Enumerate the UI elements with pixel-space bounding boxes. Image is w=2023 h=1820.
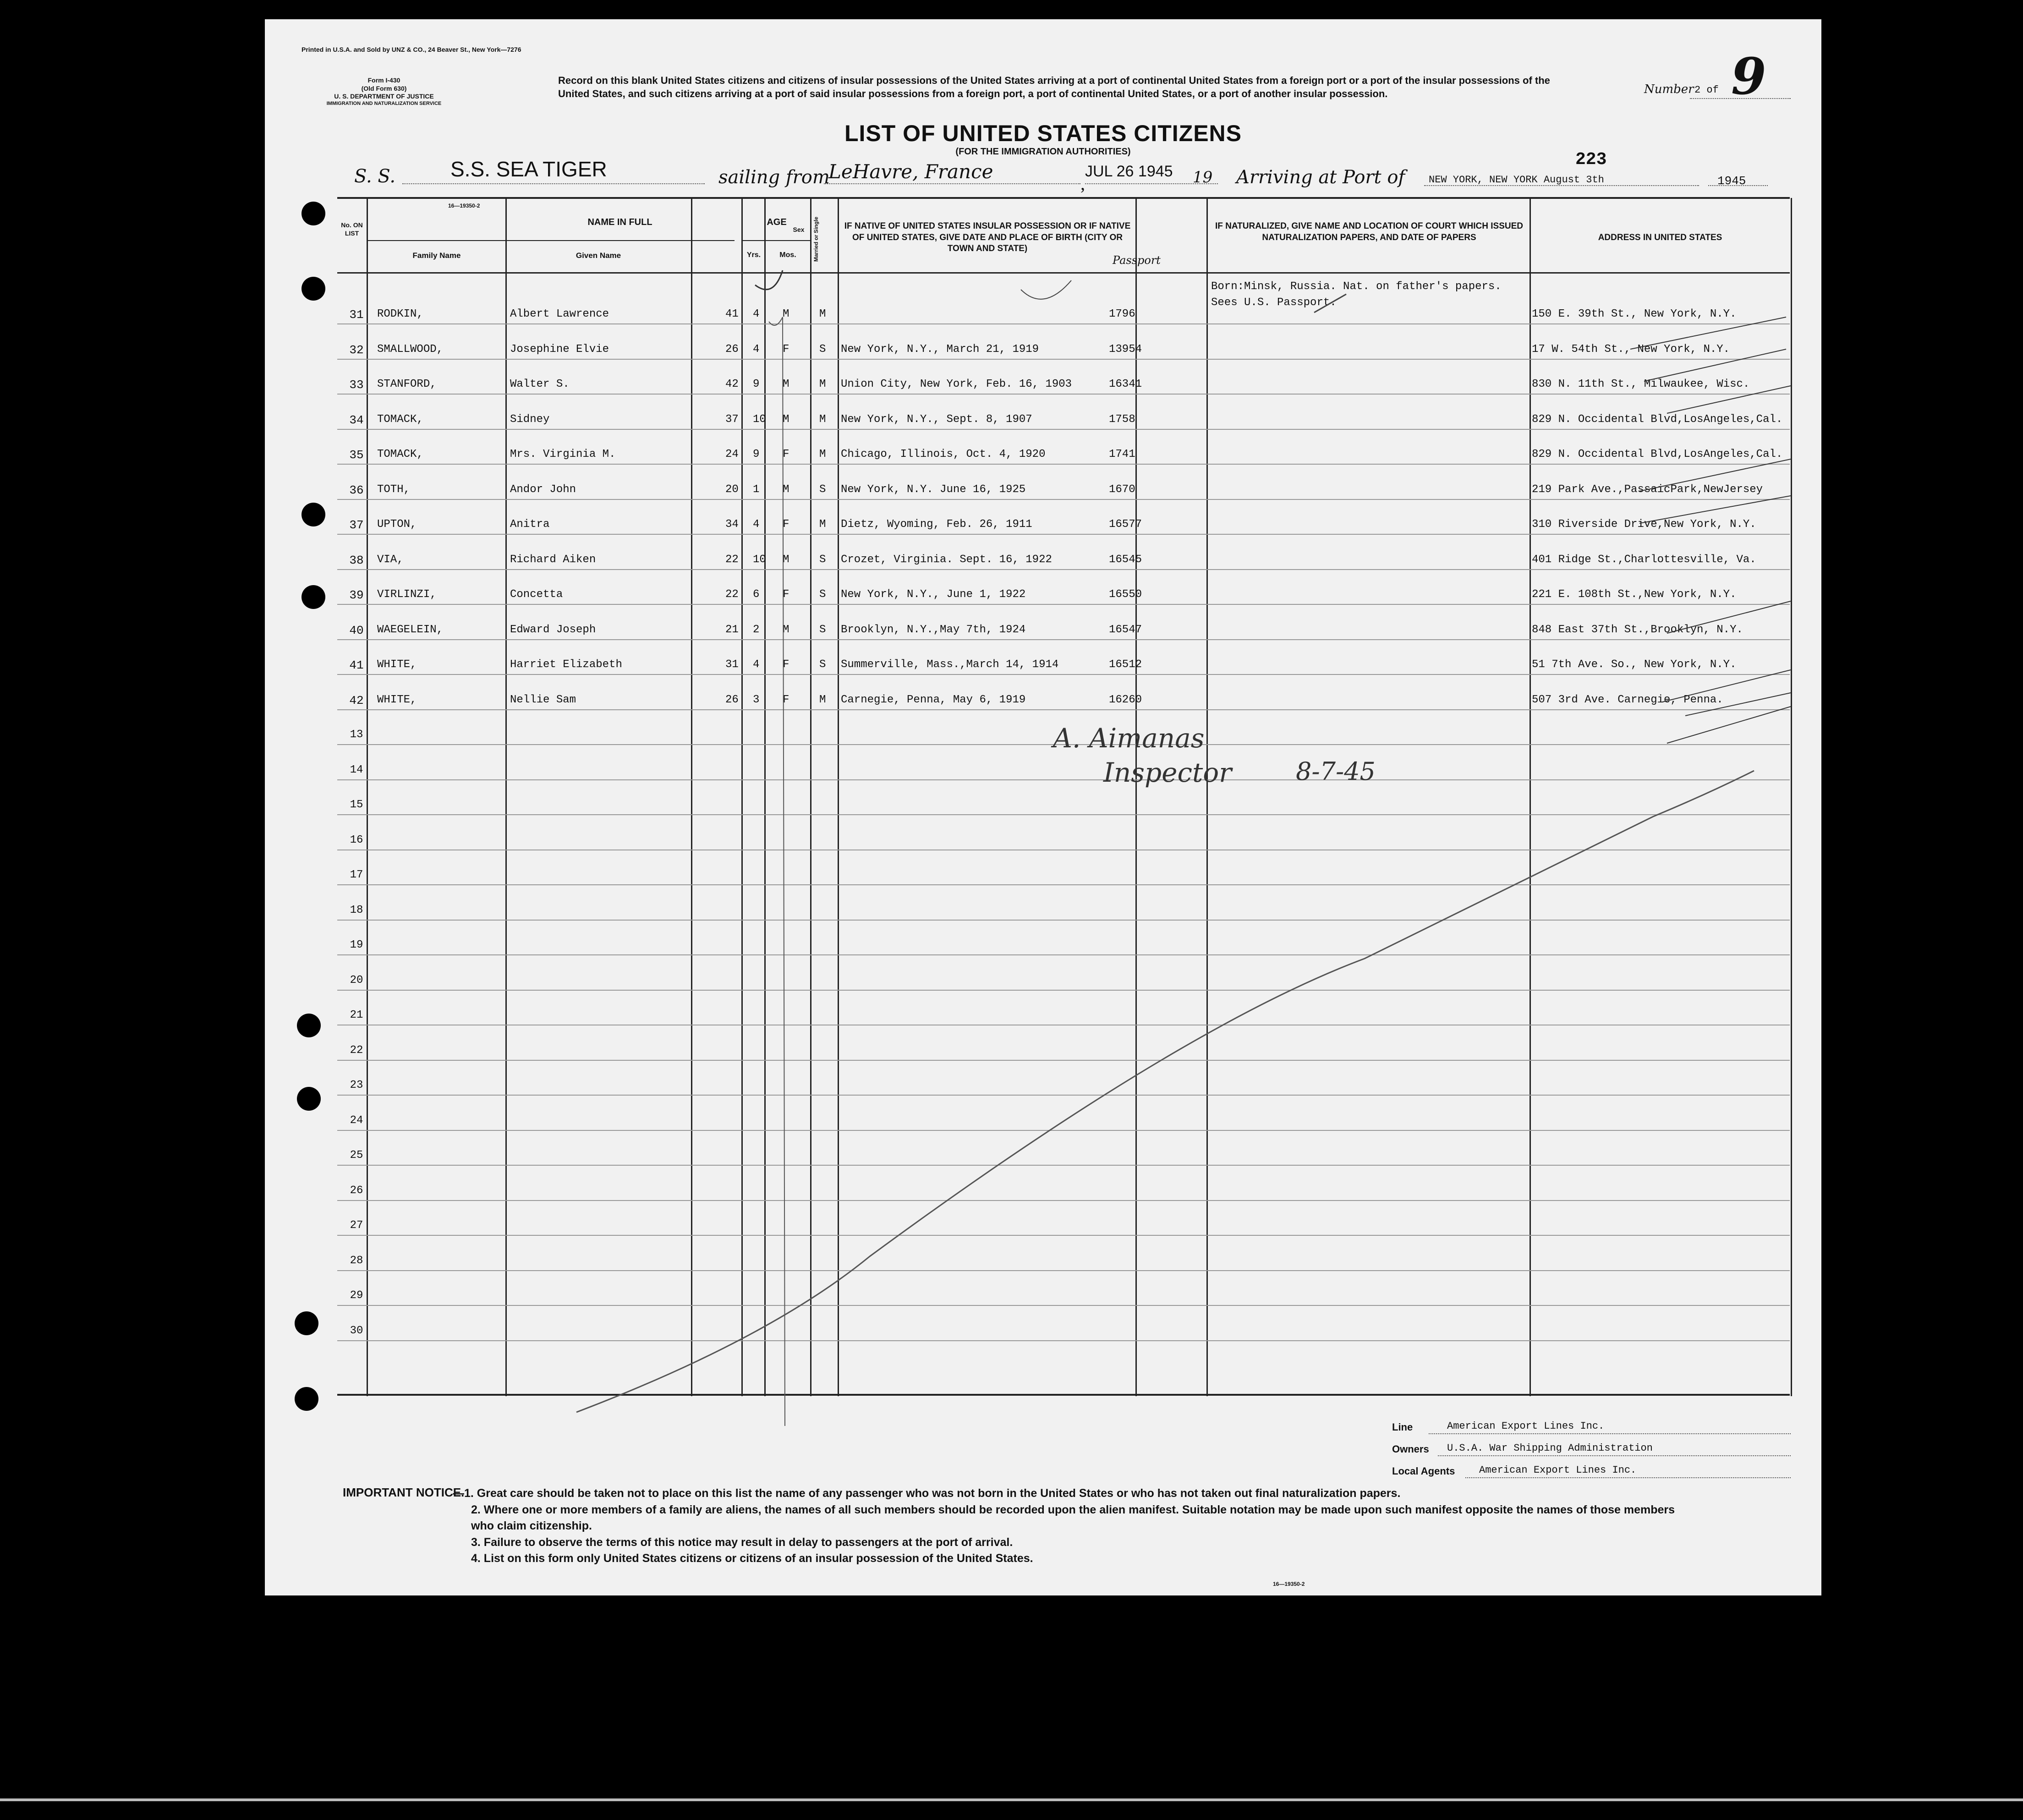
sex: M xyxy=(783,413,789,426)
marital-status: M xyxy=(819,378,826,390)
sailing-from-value: LeHavre, France xyxy=(828,160,993,183)
age-years: 21 xyxy=(725,623,739,636)
age-years: 26 xyxy=(725,343,739,356)
col-sex: Sex xyxy=(793,226,805,233)
age-months: 4 xyxy=(753,308,760,320)
inspector-date: 8-7-45 xyxy=(1296,757,1376,786)
naturalization-info: Born:Minsk, Russia. Nat. on father's papers. xyxy=(1211,280,1502,293)
arriving-port: NEW YORK, NEW YORK August 3th xyxy=(1429,174,1604,186)
col-birth: IF NATIVE OF UNITED STATES INSULAR POSSESSION OR IF NATIVE OF UNITED STATES, GIVE DATE AND PLACE OF BIRTH (CITY OR TOWN AND STATE) xyxy=(844,221,1131,254)
address: 507 3rd Ave. Carnegie, Penna. xyxy=(1532,693,1723,706)
scan-edge xyxy=(0,1798,2023,1801)
address: 829 N. Occidental Blvd,LosAngeles,Cal. xyxy=(1532,448,1783,460)
owners-label: Owners xyxy=(1392,1443,1429,1455)
age-months: 4 xyxy=(753,343,760,356)
service: IMMIGRATION AND NATURALIZATION SERVICE xyxy=(326,100,442,106)
age-years: 24 xyxy=(725,448,739,460)
family-name: SMALLWOOD, xyxy=(377,343,444,356)
age-years: 42 xyxy=(725,378,739,390)
age-months: 4 xyxy=(753,518,760,531)
given-name: Richard Aiken xyxy=(510,553,596,566)
col-married: Married or Single xyxy=(813,216,819,262)
agents-label: Local Agents xyxy=(1392,1465,1455,1477)
passport-number: 1741 xyxy=(1109,448,1135,460)
marital-status: M xyxy=(819,448,826,460)
department: U. S. DEPARTMENT OF JUSTICE xyxy=(334,93,434,100)
row-number: 18 xyxy=(350,904,363,916)
row-number: 13 xyxy=(350,729,363,741)
age-months: 2 xyxy=(753,623,760,636)
notice-4: 4. List on this form only United States citizens or citizens of an insular possession of the United States. xyxy=(471,1552,1033,1565)
form-number: Form I-430 xyxy=(367,77,400,84)
address: 221 E. 108th St.,New York, N.Y. xyxy=(1532,588,1737,601)
arriving-year: 1945 xyxy=(1717,174,1746,188)
printer-line: Printed in U.S.A. and Sold by UNZ & CO., 24 Beaver St., New York—7276 xyxy=(302,46,521,53)
sex: F xyxy=(783,518,789,531)
sex: M xyxy=(783,553,789,566)
number-value: 2 of xyxy=(1694,84,1719,96)
marital-status: M xyxy=(819,518,826,531)
row-number: 25 xyxy=(350,1149,363,1162)
sex: M xyxy=(783,483,789,496)
col-given-name: Given Name xyxy=(576,251,621,260)
marital-status: S xyxy=(819,553,826,566)
page-title: LIST OF UNITED STATES CITIZENS xyxy=(844,121,1242,146)
sex: F xyxy=(783,448,789,460)
age-years: 26 xyxy=(725,693,739,706)
col-mos: Mos. xyxy=(779,251,796,259)
birth-info: Carnegie, Penna, May 6, 1919 xyxy=(841,693,1026,706)
row-number: 42 xyxy=(349,693,364,707)
binder-hole xyxy=(297,1087,321,1111)
ss-label: S. S. xyxy=(354,166,396,187)
address: 829 N. Occidental Blvd,LosAngeles,Cal. xyxy=(1532,413,1783,426)
birth-info: New York, N.Y. June 16, 1925 xyxy=(841,483,1026,496)
col-naturalized: IF NATURALIZED, GIVE NAME AND LOCATION OF COURT WHICH ISSUED NATURALIZATION PAPERS, AND DATE OF PAPERS xyxy=(1215,221,1523,242)
birth-info: New York, N.Y., March 21, 1919 xyxy=(841,343,1039,356)
address: 310 Riverside Drive,New York, N.Y. xyxy=(1532,518,1756,531)
page-number: 223 xyxy=(1575,150,1607,170)
passport-number: 16577 xyxy=(1109,518,1142,531)
agents-value: American Export Lines Inc. xyxy=(1479,1464,1637,1476)
sex: M xyxy=(783,623,789,636)
age-months: 10 xyxy=(753,413,766,426)
family-name: WAEGELEIN, xyxy=(377,623,444,636)
row-number: 21 xyxy=(350,1009,363,1021)
row-number: 40 xyxy=(349,623,364,637)
birth-info: Crozet, Virginia. Sept. 16, 1922 xyxy=(841,553,1052,566)
given-name: Mrs. Virginia M. xyxy=(510,448,616,460)
sailing-from-label: sailing from xyxy=(718,167,830,188)
family-name: TOTH, xyxy=(377,483,411,496)
age-months: 10 xyxy=(753,553,766,566)
family-name: TOMACK, xyxy=(377,413,423,426)
row-number: 23 xyxy=(350,1079,363,1091)
passport-number: 16260 xyxy=(1109,693,1142,706)
row-number: 16 xyxy=(350,833,363,846)
binder-hole xyxy=(295,1311,318,1335)
notice-title: IMPORTANT NOTICE. xyxy=(343,1486,465,1499)
given-name: Josephine Elvie xyxy=(510,343,609,356)
row-number: 29 xyxy=(350,1289,363,1302)
marital-status: M xyxy=(819,308,826,320)
address: 830 N. 11th St., Milwaukee, Wisc. xyxy=(1532,378,1750,390)
passport-number: 1796 xyxy=(1109,308,1135,320)
col-no: No. ON LIST xyxy=(341,221,363,237)
inspector-signature: A. Aimanas xyxy=(1053,723,1205,754)
row-number: 19 xyxy=(350,939,363,951)
given-name: Albert Lawrence xyxy=(510,308,609,320)
ship-name: S.S. SEA TIGER xyxy=(450,157,607,181)
family-name: VIRLINZI, xyxy=(377,588,437,601)
age-years: 34 xyxy=(725,518,739,531)
age-months: 9 xyxy=(753,448,760,460)
manifest-sheet: Printed in U.S.A. and Sold by UNZ & CO., 24 Beaver St., New York—7276 Form I-430 (Old Form 630) U. S. DEPARTMENT OF JUSTICE IMMIGRATION AND NATURALIZATION SERVICE Record on this blank United States citizens and citizens of insular possessions of the United States arriving at a port of continental United States from a foreign port or a port of the insular possessions of the United States, and such citizens arriving at a port of said insular possessions from a foreign port, a port of continental United States, or a port of another insular possession. Number 2 of 9 LIST OF UNITED STATES CITIZENS (FOR THE IMMIGRATION AUTHORITIES) S. S. S.S. SEA TIGER sailing from LeHavre, France , JUL 26 1945 19 Arriving at Port of NEW YORK, NEW YORK August 3th 223 1945 16—19350-2 No. ON LIST NAME IN FULL Family Name Given Name AGE Yrs. Mos. Sex Married or Single IF NATIVE OF UNITED STATES INSULAR POSSESSION OR IF NATIVE OF UNITED STATES, GIVE DATE AND PLACE OF BIRTH (CITY OR TOWN AND STATE) IF NATURALIZED, GIVE NAME AND LOCATION OF COURT WHICH ISSUED NATURALIZATION PAPERS, AND DATE OF PAPERS ADDRESS IN UNITED STATES Passport 31 RODKIN, Albert Lawrence 41 4 M M 1796 Born:Minsk, Russia. Nat. on father's papers. 150 E. 39th St., New York, N.Y. Sees U.S. Passport. 32 SMALLWOOD, Josephine Elvie 26 4 F S New York, N.Y., March 21, 1919 13954 17 W. 54th St., New York, N.Y. 33 STANFORD, Walter S. 42 9 M M Union City, New York, Feb. 16, 1903 16341 830 N. 11th St., Milwaukee, Wisc. 34 TOMACK, Sidney 37 10 M M New York, N.Y., Sept. 8, 1907 1758 829 N. Occidental Blvd,LosAngeles,Cal. 35 TOMACK, Mrs. Virginia M. 24 9 F M Chicago, Illinois, Oct. 4, 1920 1741 829 N. Occidental Blvd,LosAngeles,Cal. 36 TOTH, Andor John 20 1 M S New York, N.Y. June 16, 1925 1670 219 Park Ave.,PassaicPark,NewJersey 37 UPTON, Anitra 34 4 F M Dietz, Wyoming, Feb. 26, 1911 16577 310 Riverside Drive,New York, N.Y. 38 VIA, Richard Aiken 22 10 M S Crozet, Virginia. Sept. 16, 1922 16545 401 Ridge St.,Charlottesville, Va. 39 VIRLINZI, Concetta 22 6 F S New York, N.Y., June 1, 1922 16550 221 E. 108th St.,New York, N.Y. 40 WAEGELEIN, Edward Joseph 21 2 M S Brooklyn, N.Y.,May 7th, 1924 16547 848 East 37th St.,Brooklyn, N.Y. 41 WHITE, Harriet Elizabeth 31 4 F S Summerville, Mass.,March 14, 1914 16512 51 7th Ave. So., New York, N.Y. 42 WHITE, Nellie Sam 26 3 F M Carnegie, Penna, May 6, 1919 16260 507 3rd Ave. Carnegie, Penna. 13 14 15 16 17 18 19 20 21 22 23 24 25 26 27 28 29 30 A. Aimanas Inspector 8-7-45 Line American Export Lines Inc. Owners U.S.A. War Shipping Administration Local Agents American Export Lines Inc. IMPORTANT NOTICE. —1. Great care should be taken not to place on this list the name of any passenger who was not born in the United States or who has not taken out final naturalization papers. 2. Where one or more members of a family are aliens, the names of all such members should be recorded upon the alien manifest. Suitable notation may be made upon such manifest opposite the names of those members who claim citizenship. 3. Failure to observe the terms of this notice may result in delay to passengers at the port of arrival. 4. List on this form only United States citizens or citizens of an insular possession of the United States. 16—19350-2 xyxy=(265,19,1821,1595)
passport-number: 13954 xyxy=(1109,343,1142,356)
old-form: (Old Form 630) xyxy=(361,84,407,92)
row-number: 15 xyxy=(350,799,363,811)
row-number: 39 xyxy=(349,588,364,602)
given-name: Concetta xyxy=(510,588,563,601)
given-name: Anitra xyxy=(510,518,550,531)
arriving-label: Arriving at Port of xyxy=(1236,167,1405,188)
age-years: 20 xyxy=(725,483,739,496)
age-years: 37 xyxy=(725,413,739,426)
birth-info: New York, N.Y., Sept. 8, 1907 xyxy=(841,413,1032,426)
row-number: 38 xyxy=(349,553,364,567)
notice-3: 3. Failure to observe the terms of this notice may result in delay to passengers at the port of arrival. xyxy=(471,1535,1013,1549)
age-months: 6 xyxy=(753,588,760,601)
row-number: 17 xyxy=(350,869,363,881)
age-months: 9 xyxy=(753,378,760,390)
given-name: Edward Joseph xyxy=(510,623,596,636)
sex: F xyxy=(783,343,789,356)
row-number: 20 xyxy=(350,974,363,987)
given-name: Andor John xyxy=(510,483,576,496)
row-number: 28 xyxy=(350,1254,363,1267)
birth-info: Union City, New York, Feb. 16, 1903 xyxy=(841,378,1072,390)
sailing-date: JUL 26 1945 xyxy=(1085,163,1173,180)
binder-hole xyxy=(302,202,325,225)
age-years: 22 xyxy=(725,553,739,566)
passport-number: 16512 xyxy=(1109,658,1142,671)
given-name: Sidney xyxy=(510,413,550,426)
passport-number: 16341 xyxy=(1109,378,1142,390)
number-label: Number xyxy=(1644,82,1694,96)
age-months: 1 xyxy=(753,483,760,496)
page-subtitle: (FOR THE IMMIGRATION AUTHORITIES) xyxy=(955,147,1131,157)
birth-info: Chicago, Illinois, Oct. 4, 1920 xyxy=(841,448,1046,460)
passport-number: 1670 xyxy=(1109,483,1135,496)
naturalization-info-2: Sees U.S. Passport. xyxy=(1211,296,1337,309)
age-years: 31 xyxy=(725,658,739,671)
age-years: 22 xyxy=(725,588,739,601)
sex: M xyxy=(783,378,789,390)
line-label: Line xyxy=(1392,1421,1413,1433)
footer-code: 16—19350-2 xyxy=(1273,1581,1305,1587)
passport-number: 16547 xyxy=(1109,623,1142,636)
given-name: Walter S. xyxy=(510,378,570,390)
row-number: 30 xyxy=(350,1324,363,1337)
row-number: 32 xyxy=(349,343,364,357)
notice-1: —1. Great care should be taken not to place on this list the name of any passenger who was not born in the United States or who has not taken out final naturalization papers. xyxy=(453,1487,1401,1500)
marital-status: S xyxy=(819,658,826,671)
passport-number: 16550 xyxy=(1109,588,1142,601)
family-name: TOMACK, xyxy=(377,448,423,460)
given-name: Nellie Sam xyxy=(510,693,576,706)
line-value: American Export Lines Inc. xyxy=(1447,1420,1605,1432)
address: 150 E. 39th St., New York, N.Y. xyxy=(1532,308,1737,320)
row-number: 14 xyxy=(350,763,363,776)
binder-hole xyxy=(302,585,325,609)
family-name: RODKIN, xyxy=(377,308,423,320)
age-years: 41 xyxy=(725,308,739,320)
row-number: 24 xyxy=(350,1114,363,1127)
family-name: STANFORD, xyxy=(377,378,437,390)
binder-hole xyxy=(295,1387,318,1411)
row-number: 41 xyxy=(349,658,364,672)
row-number: 35 xyxy=(349,448,364,462)
col-name-in-full: NAME IN FULL xyxy=(587,217,652,227)
birth-info: Summerville, Mass.,March 14, 1914 xyxy=(841,658,1059,671)
age-months: 4 xyxy=(753,658,760,671)
binder-hole xyxy=(297,1014,321,1037)
address: 848 East 37th St.,Brooklyn, N.Y. xyxy=(1532,623,1743,636)
family-name: WHITE, xyxy=(377,658,417,671)
marital-status: S xyxy=(819,483,826,496)
given-name: Harriet Elizabeth xyxy=(510,658,622,671)
row-number: 36 xyxy=(349,483,364,497)
birth-info: Dietz, Wyoming, Feb. 26, 1911 xyxy=(841,518,1032,531)
address: 51 7th Ave. So., New York, N.Y. xyxy=(1532,658,1737,671)
address: 17 W. 54th St., New York, N.Y. xyxy=(1532,343,1730,356)
inspector-label: Inspector xyxy=(1103,757,1232,788)
form-code: 16—19350-2 xyxy=(448,203,480,209)
sex: F xyxy=(783,693,789,706)
row-number: 31 xyxy=(349,308,364,322)
marital-status: S xyxy=(819,588,826,601)
address: 219 Park Ave.,PassaicPark,NewJersey xyxy=(1532,483,1763,496)
instructions: Record on this blank United States citizens and citizens of insular possessions of the United States arriving at a port of continental United States from a foreign port or a port of the insular possessions of the United States, and such citizens arriving at a port of said insular possessions from a foreign port, a port of continental United States, or a port of another insular possession. xyxy=(558,75,1550,99)
notice-list xyxy=(453,1486,1681,1567)
birth-info: New York, N.Y., June 1, 1922 xyxy=(841,588,1026,601)
number-handwritten: 9 xyxy=(1731,47,1766,106)
marital-status: M xyxy=(819,693,826,706)
row-number: 22 xyxy=(350,1044,363,1057)
marital-status: M xyxy=(819,413,826,426)
row-number: 26 xyxy=(350,1184,363,1197)
col-family-name: Family Name xyxy=(412,251,461,260)
sex: M xyxy=(783,308,789,320)
col-age: AGE xyxy=(767,217,787,227)
binder-hole xyxy=(302,277,325,301)
passport-number: 16545 xyxy=(1109,553,1142,566)
sex: F xyxy=(783,588,789,601)
sex: F xyxy=(783,658,789,671)
family-name: UPTON, xyxy=(377,518,417,531)
passport-number: 1758 xyxy=(1109,413,1135,426)
passport-note: Passport xyxy=(1113,254,1161,267)
owners-value: U.S.A. War Shipping Administration xyxy=(1447,1442,1653,1454)
family-name: WHITE, xyxy=(377,693,417,706)
age-months: 3 xyxy=(753,693,760,706)
row-number: 27 xyxy=(350,1219,363,1232)
marital-status: S xyxy=(819,623,826,636)
row-number: 34 xyxy=(349,413,364,427)
col-address: ADDRESS IN UNITED STATES xyxy=(1598,233,1722,242)
notice-2: 2. Where one or more members of a family are aliens, the names of all such members should be recorded upon the alien manifest. Suitable notation may be made upon such manifest opposite the names of those members who claim citizenship. xyxy=(471,1503,1675,1532)
address: 401 Ridge St.,Charlottesville, Va. xyxy=(1532,553,1756,566)
birth-info: Brooklyn, N.Y.,May 7th, 1924 xyxy=(841,623,1026,636)
binder-hole xyxy=(302,503,325,526)
family-name: VIA, xyxy=(377,553,404,566)
marital-status: S xyxy=(819,343,826,356)
row-number: 33 xyxy=(349,378,364,392)
row-number: 37 xyxy=(349,518,364,532)
annotation-marks xyxy=(265,19,1821,1595)
year-prefix: 19 xyxy=(1193,168,1213,186)
col-yrs: Yrs. xyxy=(746,251,761,259)
